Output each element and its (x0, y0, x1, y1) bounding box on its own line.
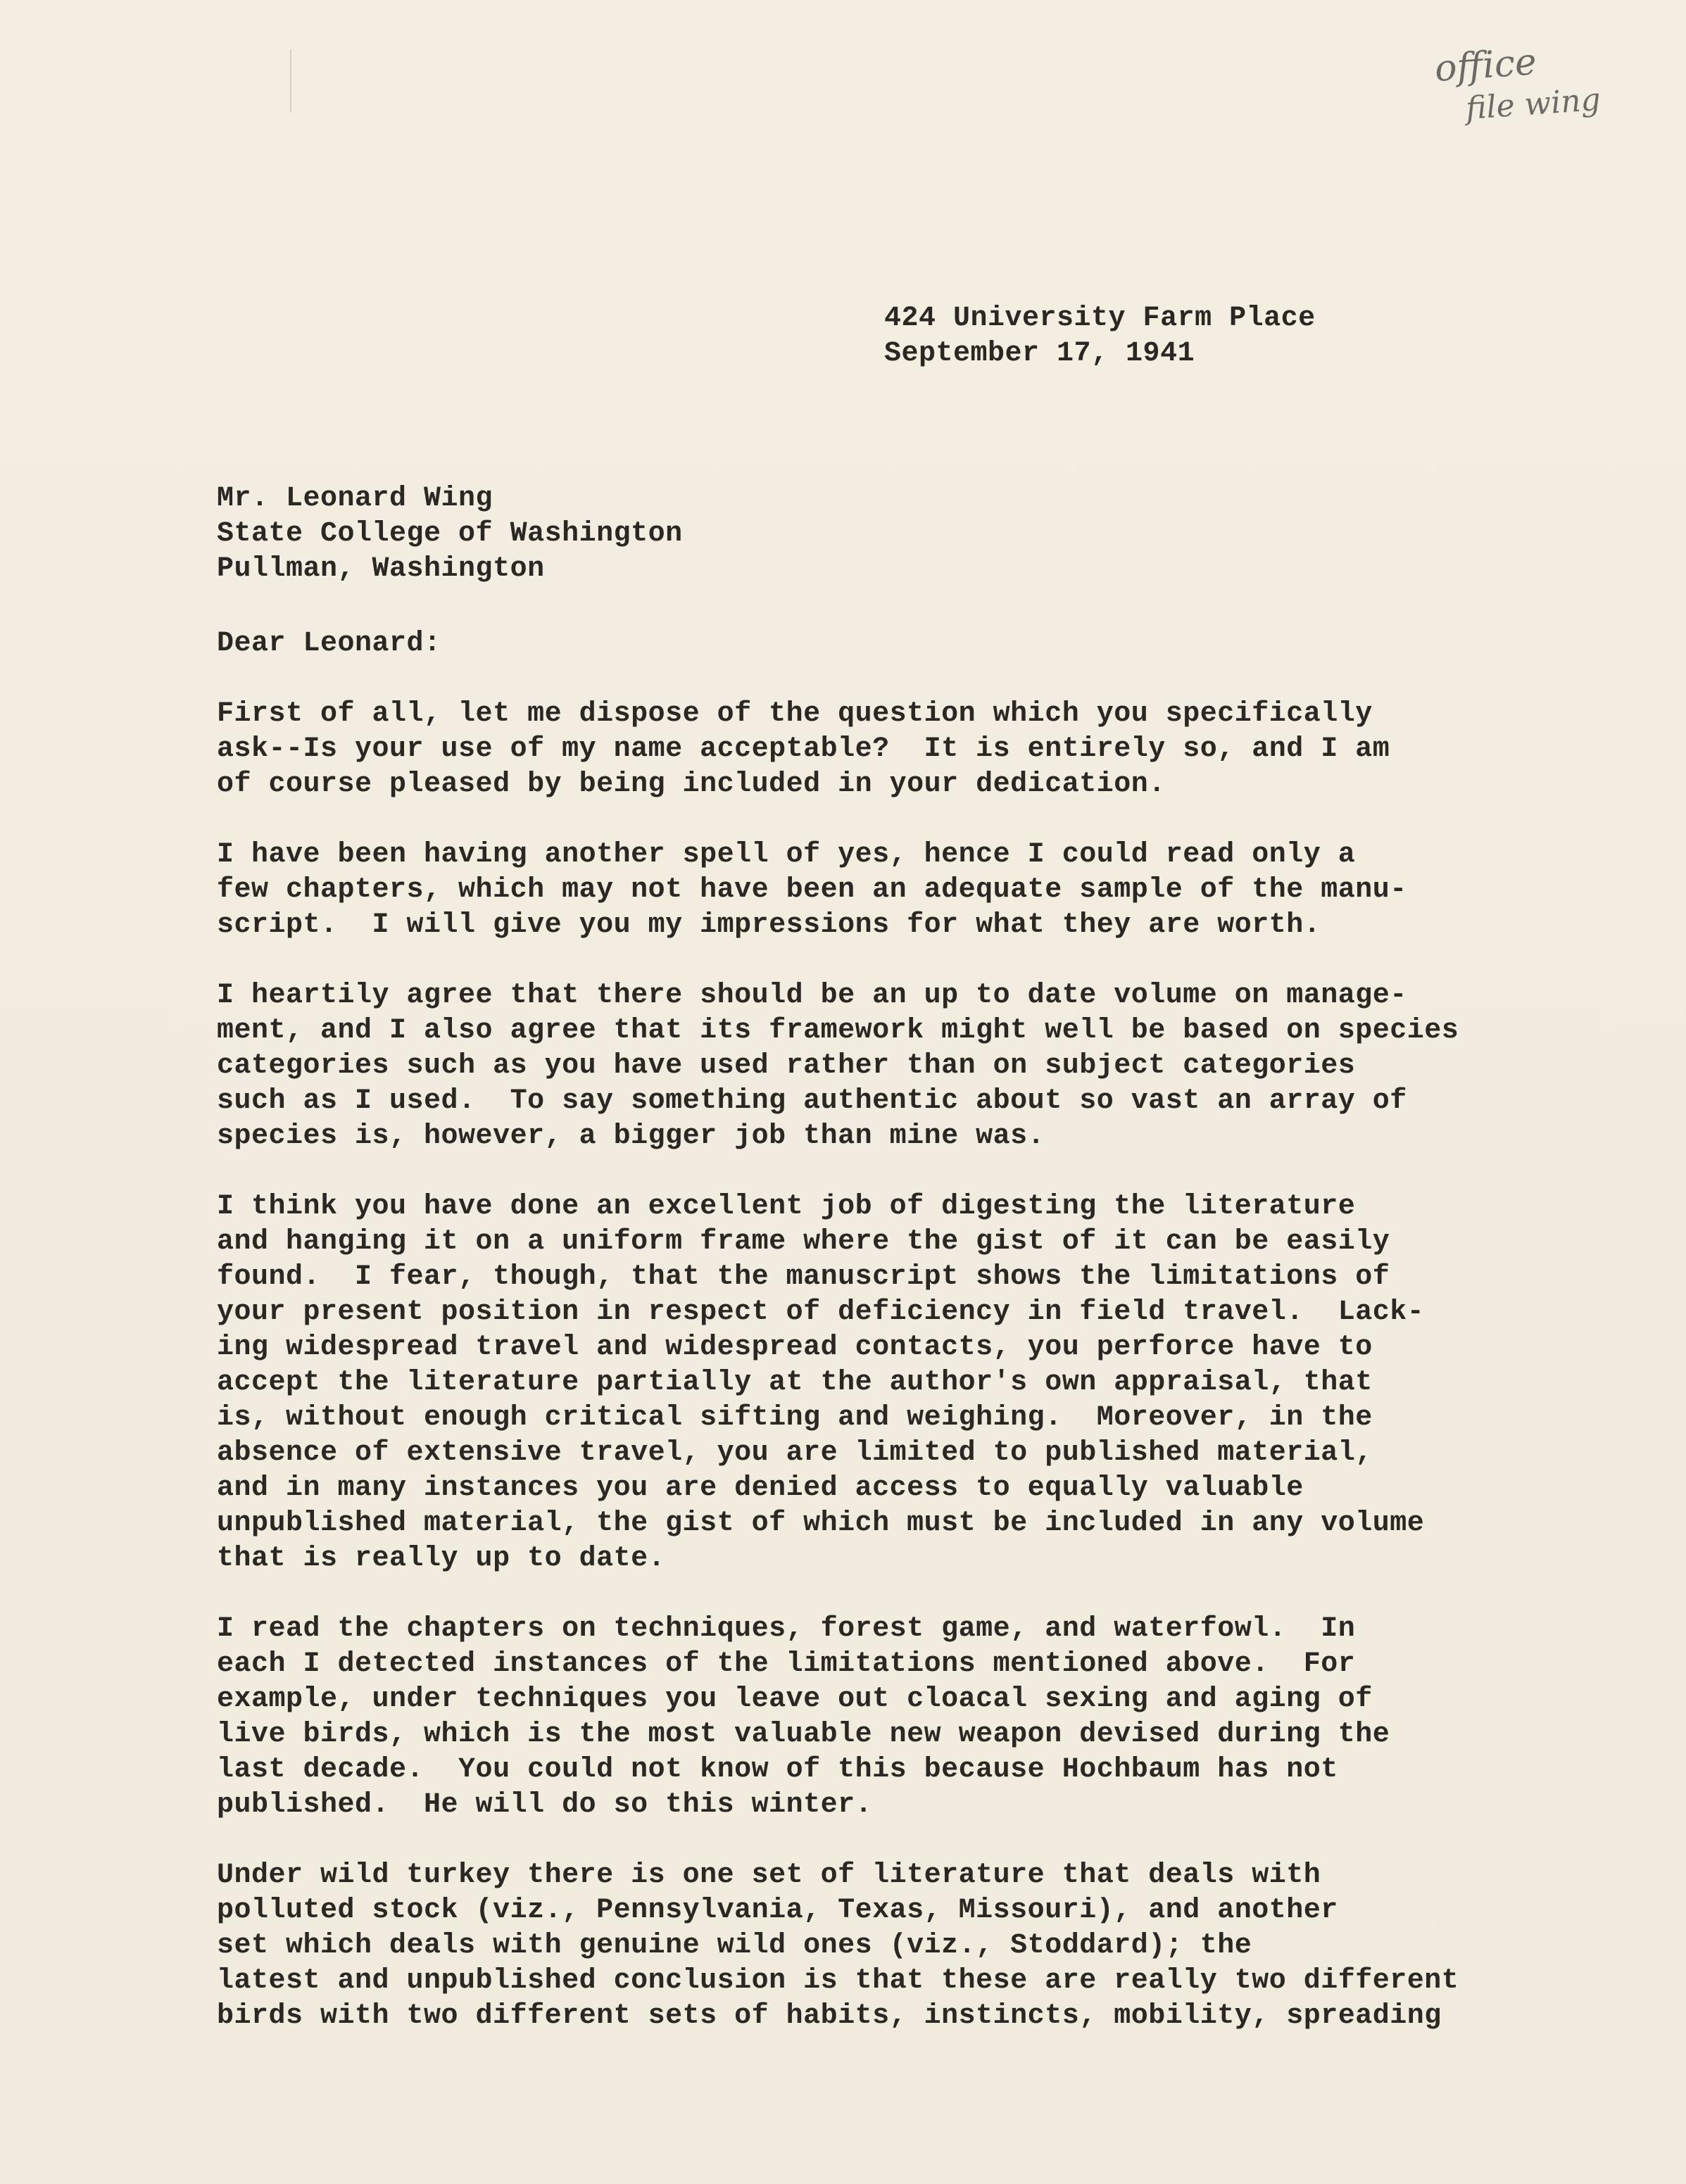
text-line: and hanging it on a uniform frame where the gist of it can be easily (217, 1226, 1390, 1258)
text-line: and in many instances you are denied access to equally valuable (217, 1472, 1304, 1504)
letter-body (217, 697, 1459, 2069)
salutation (217, 626, 441, 662)
handwritten-line-2: file wing (1464, 81, 1602, 127)
text-line: I heartily agree that there should be an up to date volume on manage- (217, 980, 1407, 1011)
recipient-institution: State College of Washington (217, 518, 683, 550)
paragraph (217, 1858, 1459, 2034)
text-line: I think you have done an excellent job of digesting the literature (217, 1191, 1356, 1223)
sender-address: 424 University Farm Place (884, 303, 1316, 334)
paragraph (217, 1612, 1459, 1823)
text-line: few chapters, which may not have been an adequate sample of the manu- (217, 874, 1407, 906)
text-line: First of all, let me dispose of the question which you specifically (217, 698, 1373, 730)
recipient-address-block (217, 481, 683, 587)
text-line: unpublished material, the gist of which must be included in any volume (217, 1508, 1425, 1539)
text-line: ment, and I also agree that its framework might well be based on species (217, 1015, 1459, 1047)
text-line: such as I used. To say something authentic about so vast an array of (217, 1085, 1407, 1117)
paper-crease (290, 49, 291, 113)
letter-date: September 17, 1941 (884, 338, 1195, 370)
text-line: Under wild turkey there is one set of literature that deals with (217, 1860, 1321, 1891)
text-line: absence of extensive travel, you are limited to published material, (217, 1437, 1373, 1469)
text-line: latest and unpublished conclusion is that these are really two different (217, 1965, 1459, 1997)
salutation-text: Dear Leonard: (217, 628, 441, 659)
paragraph (217, 697, 1459, 802)
text-line: script. I will give you my impressions for what they are worth. (217, 909, 1321, 941)
text-line: published. He will do so this winter. (217, 1789, 873, 1821)
text-line: I read the chapters on techniques, forest game, and waterfowl. In (217, 1613, 1356, 1645)
paragraph (217, 978, 1459, 1154)
text-line: last decade. You could not know of this because Hochbaum has not (217, 1754, 1338, 1786)
text-line: accept the literature partially at the author's own appraisal, that (217, 1367, 1373, 1399)
text-line: set which deals with genuine wild ones (viz., Stoddard); the (217, 1930, 1252, 1962)
text-line: polluted stock (viz., Pennsylvania, Texas, Missouri), and another (217, 1895, 1338, 1926)
text-line: birds with two different sets of habits, instincts, mobility, spreading (217, 2000, 1442, 2032)
text-line: live birds, which is the most valuable new weapon devised during the (217, 1719, 1390, 1750)
recipient-name: Mr. Leonard Wing (217, 483, 493, 515)
recipient-city: Pullman, Washington (217, 553, 545, 585)
text-line: I have been having another spell of yes, hence I could read only a (217, 839, 1356, 871)
text-line: example, under techniques you leave out cloacal sexing and aging of (217, 1684, 1373, 1715)
handwritten-line-1: office (1433, 41, 1538, 91)
paragraph (217, 1189, 1459, 1577)
text-line: ing widespread travel and widespread contacts, you perforce have to (217, 1332, 1373, 1363)
handwritten-annotation (1433, 37, 1602, 132)
text-line: found. I fear, though, that the manuscript shows the limitations of (217, 1261, 1390, 1293)
text-line: your present position in respect of deficiency in field travel. Lack- (217, 1296, 1425, 1328)
text-line: species is, however, a bigger job than mine was. (217, 1121, 1045, 1152)
text-line: of course pleased by being included in your dedication. (217, 769, 1166, 800)
text-line: is, without enough critical sifting and weighing. Moreover, in the (217, 1402, 1373, 1434)
paragraph (217, 838, 1459, 943)
letter-heading (884, 301, 1316, 372)
text-line: that is really up to date. (217, 1543, 666, 1574)
text-line: ask--Is your use of my name acceptable? It is entirely so, and I am (217, 733, 1390, 765)
text-line: each I detected instances of the limitations mentioned above. For (217, 1648, 1356, 1680)
text-line: categories such as you have used rather than on subject categories (217, 1050, 1356, 1082)
